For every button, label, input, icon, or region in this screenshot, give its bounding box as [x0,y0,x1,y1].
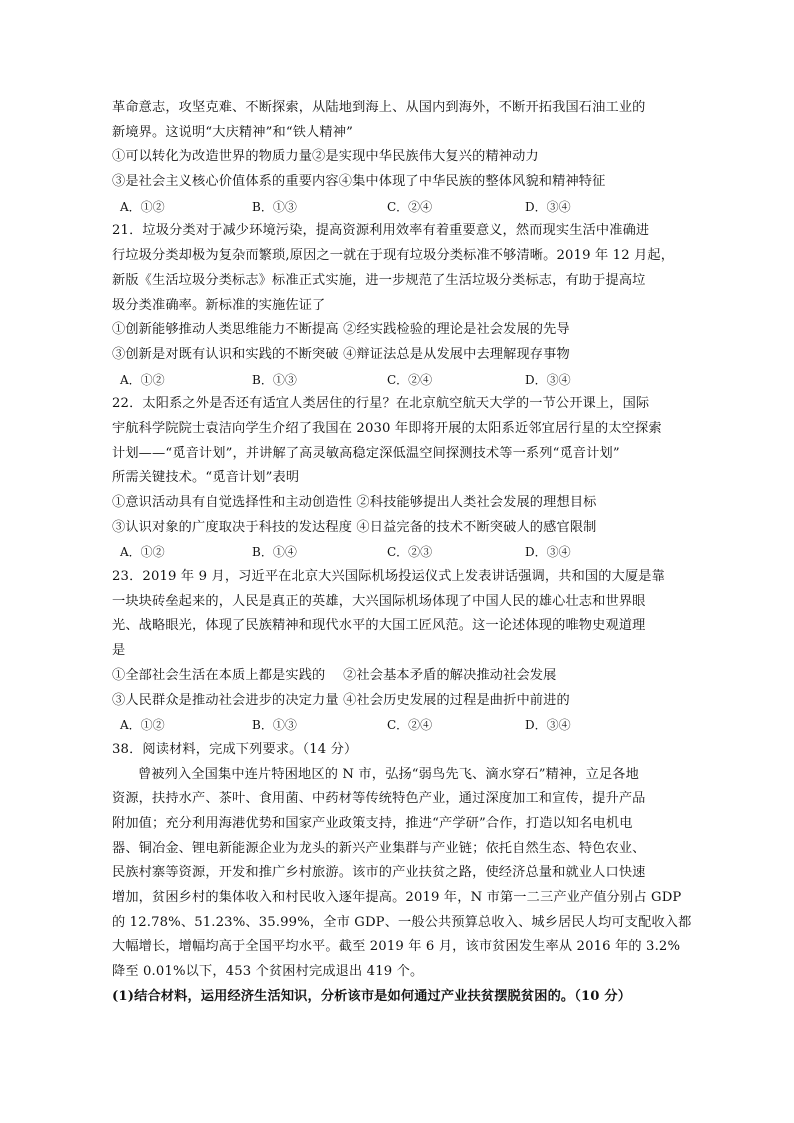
q20-statement: ①可以转化为改造世界的物质力量②是实现中华民族伟大复兴的精神动力 [112,149,539,165]
q23-text-line: 是 [112,643,126,659]
option-b[interactable]: B．①④ [252,545,297,560]
option-d[interactable]: D．③④ [525,718,571,733]
q23-statement: ③人民群众是推动社会进步的决定力量 ④社会历史发展的过程是曲折中前进的 [112,692,570,708]
q38-material-line: 大幅增长，增幅均高于全国平均水平。截至 2019 年 6 月，该市贫困发生率从 2016 年的 3.2% [112,939,681,955]
option-a[interactable]: A．①② [120,718,165,733]
q21-text-line: 圾分类准确率。新标准的实施佐证了 [112,297,326,313]
q21-statement: ①创新能够推动人类思维能力不断提高 ②经实践检验的理论是社会发展的先导 [112,322,570,338]
option-c[interactable]: C．②④ [387,372,433,387]
option-a[interactable]: A．①② [120,199,165,214]
option-c[interactable]: C．②③ [387,545,433,560]
q23-statement: ①全部社会生活在本质上都是实践的 ②社会基本矛盾的解决推动社会发展 [112,667,557,683]
q22-text-line: 所需关键技术。“觅音计划”表明 [112,470,300,486]
option-d[interactable]: D．③④ [525,199,571,214]
option-a[interactable]: A．①② [120,545,165,560]
q38-material-line: 民族村寨等资源，开发和推广乡村旅游。该市的产业扶贫之路，使经济总量和就业人口快速 [112,865,646,881]
q21-text-line: 新版《生活垃圾分类标志》标准正式实施，进一步规范了生活垃圾分类标志，有助于提高垃 [112,272,646,288]
q38-heading: 38．阅读材料，完成下列要求。（14 分） [112,741,358,757]
q22-text-line: 宇航科学院院士袁洁向学生介绍了我国在 2030 年即将开展的太阳系近邻宜居行星的太空探索 [112,420,662,436]
q38-material-line: 的 12.78%、51.23%、35.99%，全市 GDP、一般公共预算总收入、城乡居民人均可支配收入都 [112,914,692,930]
option-d[interactable]: D．③④ [525,545,571,560]
option-b[interactable]: B．①③ [252,372,297,387]
q22-statement: ①意识活动具有自觉选择性和主动创造性 ②科技能够提出人类社会发展的理想目标 [112,495,597,510]
q21-text-line: 行垃圾分类却极为复杂而繁琐,原因之一就在于现有垃圾分类标准不够清晰。2019 年 12 月起， [112,248,675,264]
q22-text-line: 22．太阳系之外是否还有适宜人类居住的行星？在北京航空航天大学的一节公开课上，国际 [112,396,650,412]
q20-text-line: 革命意志，攻坚克难、不断探索，从陆地到海上、从国内到海外，不断开拓我国石油工业的 [112,100,646,115]
q23-text-line: 光、战略眼光，体现了民族精神和现代水平的大国工匠风范。这一论述体现的唯物史观道理 [112,618,646,634]
q23-text-line: 23．2019 年 9 月，习近平在北京大兴国际机场投运仪式上发表讲话强调，共和国的大厦是靠 [112,569,665,585]
q23-text-line: 一块块砖垒起来的，人民是真正的英雄，大兴国际机场体现了中国人民的雄心壮志和世界眼 [112,593,646,609]
q22-text-line: 计划——“觅音计划”，并讲解了高灵敏高稳定深低温空间探测技术等一系列“觅音计划” [112,445,620,461]
option-b[interactable]: B．①③ [252,199,297,214]
q21-options [112,368,687,393]
q38-question-1: (1)结合材料，运用经济生活知识，分析该市是如何通过产业扶贫摆脱贫困的。（10 分） [112,988,632,1004]
exam-page [112,96,692,1009]
option-b[interactable]: B．①③ [252,718,297,733]
option-c[interactable]: C．②④ [387,718,433,733]
q38-material-line: 器、铜冶金、锂电新能源企业为龙头的新兴产业集群与产业链；依托自然生态、特色农业、 [112,840,646,856]
q22-options [112,540,687,565]
q23-options [112,713,687,738]
option-d[interactable]: D．③④ [525,372,571,387]
q38-material-line: 资源，扶持水产、茶叶、食用菌、中药材等传统特色产业，通过深度加工和宣传，提升产品 [112,791,646,807]
q38-material-line: 降至 0.01%以下，453 个贫困村完成退出 419 个。 [112,964,424,980]
q38-material-line: 曾被列入全国集中连片特困地区的 N 市，弘扬“弱鸟先飞、滴水穿石”精神，立足各地 [138,766,639,782]
option-c[interactable]: C．②④ [387,199,433,214]
q21-statement: ③创新是对既有认识和实践的不断突破 ④辩证法总是从发展中去理解现存事物 [112,346,570,362]
q20-statement: ③是社会主义核心价值体系的重要内容④集中体现了中华民族的整体风貌和精神特征 [112,174,606,190]
q20-options [112,195,687,220]
q38-material-line: 增加，贫困乡村的集体收入和村民收入逐年提高。2019 年，N 市第一二三产业产值分别占 GDP [112,890,682,905]
q38-material-line: 附加值；充分利用海港优势和国家产业政策支持，推进“产学研”合作，打造以知名电机电 [112,815,633,831]
q21-text-line: 21．垃圾分类对于减少环境污染，提高资源利用效率有着重要意义，然而现实生活中准确进 [112,223,650,239]
q20-text-line: 新境界。这说明“大庆精神”和“铁人精神” [112,124,353,140]
option-a[interactable]: A．①② [120,372,165,387]
q22-statement: ③认识对象的广度取决于科技的发达程度 ④日益完备的技术不断突破人的感官限制 [112,519,597,535]
